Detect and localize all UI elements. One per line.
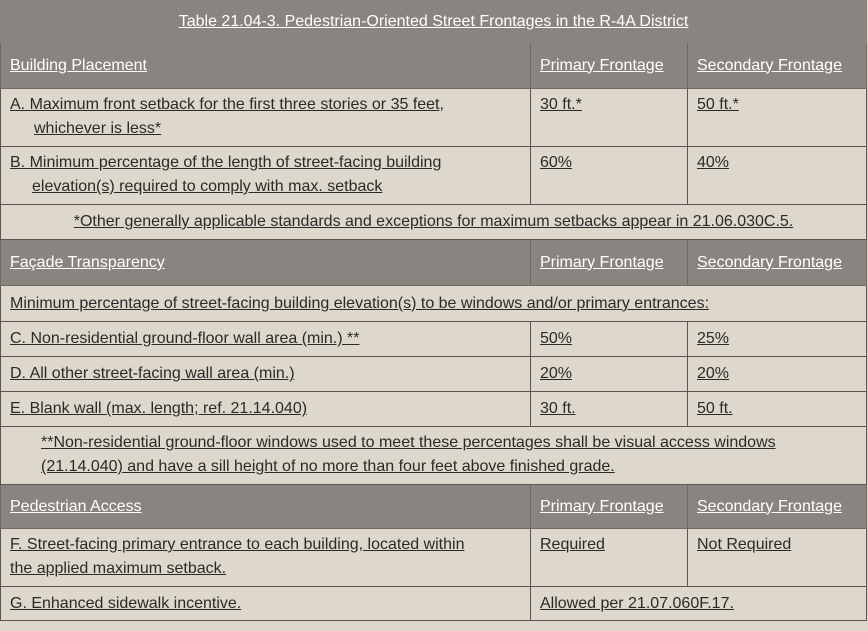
secondary-value: 50 ft.* <box>688 89 867 147</box>
section-heading: Building Placement <box>1 43 531 89</box>
section-heading: Pedestrian Access <box>1 485 531 529</box>
intro-text: Minimum percentage of street-facing building elevation(s) to be windows and/or primary entrances: <box>1 286 867 322</box>
secondary-value: 40% <box>688 147 867 205</box>
section-heading: Façade Transparency <box>1 240 531 286</box>
secondary-value: 25% <box>688 322 867 357</box>
section-header-facade-transparency <box>1 240 867 286</box>
primary-value: Required <box>531 529 688 587</box>
row-label: D. All other street-facing wall area (min.) <box>1 357 531 392</box>
primary-value: 30 ft. <box>531 392 688 427</box>
table-row <box>1 89 867 147</box>
row-label: F. Street-facing primary entrance to each building, located within the applied maximum setback. <box>1 529 531 587</box>
combined-value: Allowed per 21.07.060F.17. <box>531 587 867 621</box>
column-header-primary: Primary Frontage <box>531 485 688 529</box>
footnote: **Non-residential ground-floor windows used to meet these percentages shall be visual access windows (21.14.040) and have a sill height of no more than four feet above finished grade. <box>1 427 867 485</box>
section-header-pedestrian-access <box>1 485 867 529</box>
table-row <box>1 322 867 357</box>
secondary-value: 50 ft. <box>688 392 867 427</box>
table-title: Table 21.04-3. Pedestrian-Oriented Street Frontages in the R-4A District <box>1 1 867 43</box>
column-header-primary: Primary Frontage <box>531 43 688 89</box>
primary-value: 30 ft.* <box>531 89 688 147</box>
column-header-secondary: Secondary Frontage <box>688 485 867 529</box>
table-row <box>1 529 867 587</box>
secondary-value: 20% <box>688 357 867 392</box>
row-label: B. Minimum percentage of the length of street-facing building elevation(s) required to comply with max. setback <box>1 147 531 205</box>
row-label: G. Enhanced sidewalk incentive. <box>1 587 531 621</box>
footnote-row <box>1 205 867 240</box>
primary-value: 60% <box>531 147 688 205</box>
table-title-row <box>1 1 867 43</box>
table-row <box>1 587 867 621</box>
secondary-value: Not Required <box>688 529 867 587</box>
intro-row <box>1 286 867 322</box>
table-row <box>1 392 867 427</box>
footnote-row <box>1 427 867 485</box>
row-label: E. Blank wall (max. length; ref. 21.14.040) <box>1 392 531 427</box>
column-header-secondary: Secondary Frontage <box>688 43 867 89</box>
table-row <box>1 147 867 205</box>
primary-value: 50% <box>531 322 688 357</box>
section-header-building-placement <box>1 43 867 89</box>
row-label: C. Non-residential ground-floor wall area (min.) ** <box>1 322 531 357</box>
footnote: *Other generally applicable standards and exceptions for maximum setbacks appear in 21.06.030C.5. <box>1 205 867 240</box>
column-header-primary: Primary Frontage <box>531 240 688 286</box>
column-header-secondary: Secondary Frontage <box>688 240 867 286</box>
row-label: A. Maximum front setback for the first three stories or 35 feet, whichever is less* <box>1 89 531 147</box>
table-row <box>1 357 867 392</box>
primary-value: 20% <box>531 357 688 392</box>
